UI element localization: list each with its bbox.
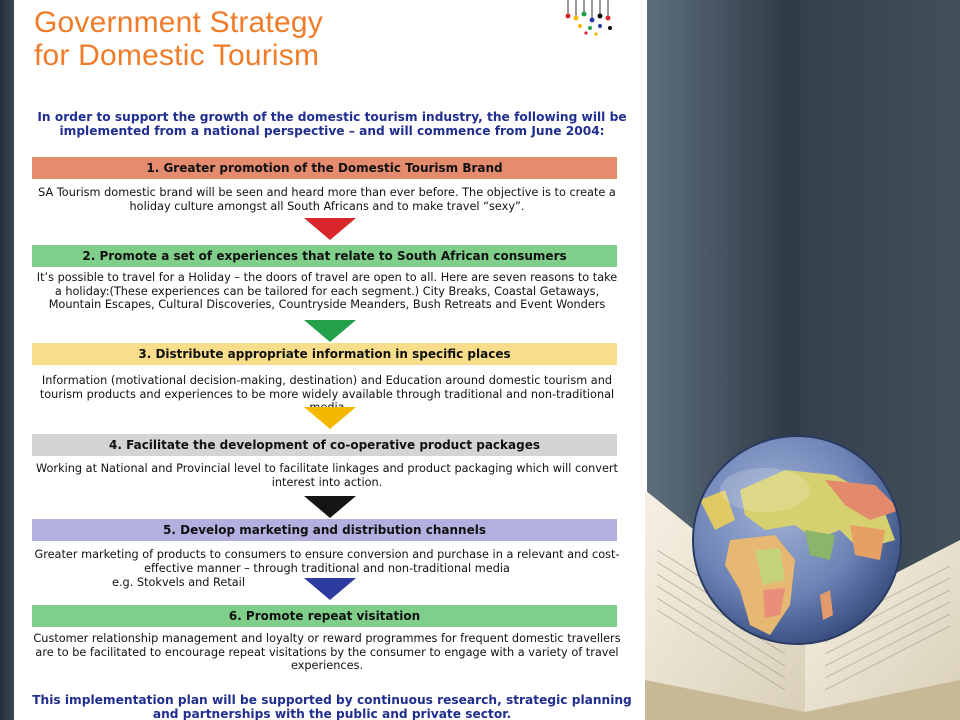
step-6-heading: 6. Promote repeat visitation [32,605,617,627]
step-5-body: Greater marketing of products to consumers to ensure conversion and purchase in a relevant and cost-effective manner – through traditional and non-traditional media [34,548,620,575]
beads-logo-icon [562,0,622,36]
step-3-body: Information (motivational decision-making, destination) and Education around domestic tourism and tourism products and experiences to be more widely available through traditional and non-traditional [39,374,615,401]
page-title [34,6,494,72]
down-arrow-icon [304,320,356,342]
arrow-shape [304,320,356,342]
step-1-heading: 1. Greater promotion of the Domestic Tourism Brand [32,157,617,179]
step-1-body: SA Tourism domestic brand will be seen and heard more than ever before. The objective is to create a holiday culture amongst all South Africans and to make travel “sexy”. [38,186,616,213]
globe-on-book-image [645,430,960,720]
footer-text: This implementation plan will be supported by continuous research, strategic planning and partnerships with the public and private sector. [32,693,632,720]
left-border [0,0,14,720]
step-6-body: Customer relationship management and loyalty or reward programmes for frequent domestic travellers are to be facilitated to encourage repeat visitations by the consumer to engage with a variety of travel experiences. [33,632,621,672]
step-4-body: Working at National and Provincial level to facilitate linkages and product packaging which will convert interest into action. [36,462,618,489]
step-2-body: It’s possible to travel for a Holiday – the doors of travel are open to all. Here are seven reasons to take a holiday:(These experiences can be tailored for each segment.) City Breaks, Coastal Getaways, Mountain Escapes, Cultural Discoveries, Countryside Meanders, Bush Retreats and Event Wonders [36,271,618,311]
title-line-2: for Domestic Tourism [34,39,320,72]
arrow-shape [304,407,356,429]
down-arrow-icon [304,578,356,600]
down-arrow-icon [304,407,356,429]
title-line-1: Government Strategy [34,6,323,39]
step-5-heading: 5. Develop marketing and distribution channels [32,519,617,541]
step-4-heading: 4. Facilitate the development of co-operative product packages [32,434,617,456]
intro-text: In order to support the growth of the domestic tourism industry, the following will be implemented from a national perspective – and will commence from June 2004: [37,110,627,138]
down-arrow-icon [304,496,356,518]
step-3-heading: 3. Distribute appropriate information in specific places [32,343,617,365]
document-page [14,0,647,720]
arrow-shape [304,496,356,518]
down-arrow-icon [304,218,356,240]
step-2-heading: 2. Promote a set of experiences that relate to South African consumers [32,245,617,267]
arrow-shape [304,578,356,600]
arrow-shape [304,218,356,240]
step-5-example: e.g. Stokvels and Retail [112,576,245,589]
